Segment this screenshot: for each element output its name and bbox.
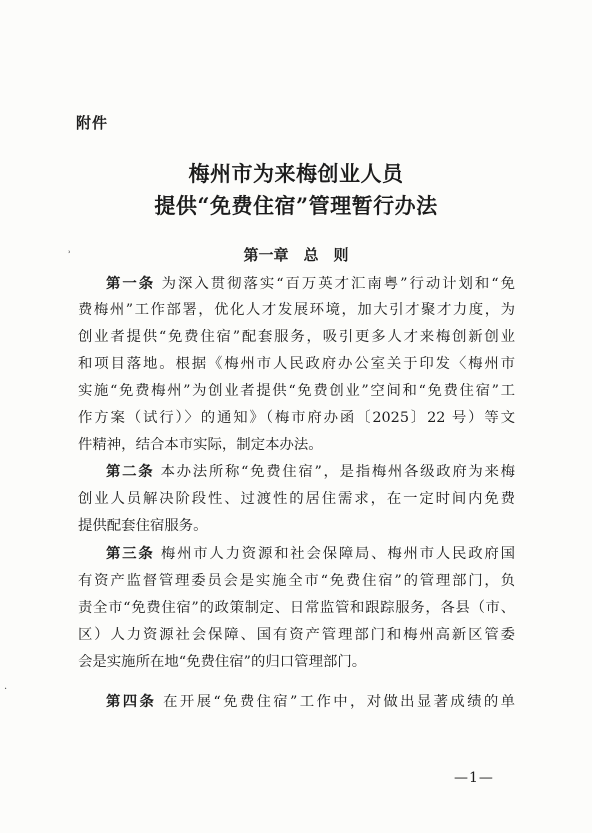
article-1-heading: 第一条 bbox=[106, 276, 156, 292]
article-4-line-1 bbox=[78, 689, 515, 715]
article-3-line-5: 会是实施所在地“免费住宿”的归口管理部门。 bbox=[78, 654, 367, 670]
article-2-text: 本办法所称“免费住宿”，是指梅州各级政府为来梅 bbox=[160, 464, 515, 480]
article-1-text: 为深入贯彻落实“百万英才汇南粤”行动计划和“免 bbox=[161, 276, 515, 292]
article-3-line-1 bbox=[78, 541, 515, 567]
document-title-line-2: 提供“免费住宿”管理暂行办法 bbox=[154, 193, 438, 218]
article-3-line-4: 区）人力资源社会保障、国有资产管理部门和梅州高新区管委 bbox=[78, 627, 515, 643]
attachment-label: 附件 bbox=[76, 114, 109, 132]
article-3-heading: 第三条 bbox=[106, 546, 155, 562]
page-number: —1— bbox=[454, 770, 494, 786]
document-title-line-1: 梅州市为来梅创业人员 bbox=[188, 161, 404, 186]
chapter-heading: 第一章 总 则 bbox=[243, 246, 349, 264]
article-1-line-1 bbox=[78, 271, 515, 297]
article-4-heading: 第四条 bbox=[106, 694, 157, 710]
article-2-line-3: 提供配套住宿服务。 bbox=[78, 518, 208, 534]
article-1-line-3: 创业者提供“免费住宿”配套服务，吸引更多人才来梅创新创业 bbox=[78, 329, 515, 345]
article-2-line-1 bbox=[78, 459, 515, 485]
article-3-text: 梅州市人力资源和社会保障局、梅州市人民政府国 bbox=[160, 546, 515, 562]
article-3-line-3: 责全市“免费住宿”的政策制定、日常监管和跟踪服务，各县（市、 bbox=[78, 600, 515, 616]
article-1-line-7: 件精神，结合本市实际，制定本办法。 bbox=[78, 437, 323, 453]
article-2-line-2: 创业人员解决阶段性、过渡性的居住需求，在一定时间内免费 bbox=[78, 491, 515, 507]
article-2-heading: 第二条 bbox=[106, 464, 155, 480]
article-1-line-6: 作方案（试行）〉的通知》（梅市府办函〔2025〕22 号）等文 bbox=[78, 410, 515, 426]
scan-mark: ʾ bbox=[68, 250, 72, 261]
article-4-text: 在开展“免费住宿”工作中，对做出显著成绩的单 bbox=[163, 694, 515, 710]
article-1-line-5: 实施“免费梅州”为创业者提供“免费创业”空间和“免费住宿”工 bbox=[78, 383, 515, 399]
scan-mark: · bbox=[4, 684, 8, 695]
article-1-line-2: 费梅州”工作部署，优化人才发展环境，加大引才聚才力度，为 bbox=[78, 302, 515, 318]
article-1-line-4: 和项目落地。根据《梅州市人民政府办公室关于印发〈梅州市 bbox=[78, 356, 515, 372]
article-3-line-2: 有资产监督管理委员会是实施全市“免费住宿”的管理部门，负 bbox=[78, 573, 515, 589]
